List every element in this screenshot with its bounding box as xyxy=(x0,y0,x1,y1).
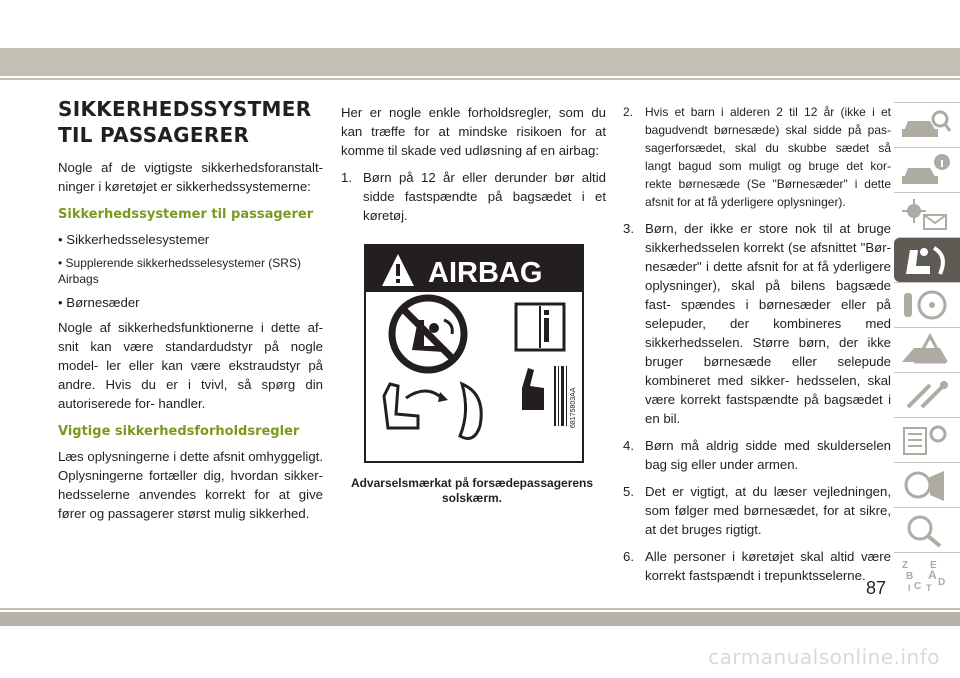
item-text: Børn må aldrig sidde med skulderselen bag sig eller under armen. xyxy=(645,438,891,472)
header-rule xyxy=(0,78,960,80)
specs-gear-icon xyxy=(900,422,952,458)
item-number: 5. xyxy=(623,484,634,499)
chapter-tabs xyxy=(894,102,960,597)
item-text: Børn på 12 år eller derunder bør altid sidde fastspændte på bagsædet i et køretøj. xyxy=(363,170,606,223)
precaution-list-continued xyxy=(623,103,891,585)
tab-safety[interactable] xyxy=(894,237,960,282)
item-text: Børn, der ikke er store nok til at bruge sikkerhedsselen korrekt (se afsnittet "Bør- nesæder" i dette afsnit for at få yderligere oplysninger), skal på bilens bagsæde fast- spændes i børnesæder eller på selepuder, der kombineres med sikkerhedsselen. Større børn, der ikke bruger børnesæde eller selepude kombineret med sikker- hedsselen, skal være korrekt fastspændte på bagsædet i en bil. xyxy=(645,221,891,426)
list-item xyxy=(623,482,891,539)
svg-text:C: C xyxy=(914,581,922,592)
intro-paragraph: Her er nogle enkle forholdsregler, som du kan træffe for at mindske risikoen for at komme til skade ved udløsning af en airbag: xyxy=(341,105,606,158)
tab-car-overview[interactable] xyxy=(894,102,960,147)
tab-warning-lights[interactable] xyxy=(894,192,960,237)
watermark-text: carmanualsonline.info xyxy=(708,645,940,669)
precautions-paragraph: Læs oplysningerne i dette afsnit omhyggeligt. Oplysningerne fortæller dig, hvordan sikker- hedsselerne anvendes korrekt for at give fører og passagerer størst mulig sikkerhed. xyxy=(58,449,323,521)
car-search-icon xyxy=(900,107,952,143)
item-number: 6. xyxy=(623,549,634,564)
list-item xyxy=(623,547,891,585)
column-3 xyxy=(623,103,891,593)
svg-text:A: A xyxy=(928,568,937,582)
item-text: Alle personer i køretøjet skal altid være korrekt fastspændt i trepunktsselerne. xyxy=(645,549,891,583)
top-band xyxy=(0,0,960,48)
roadside-warning-icon xyxy=(900,332,952,368)
item-text: Det er vigtigt, at du læser vejledningen, som følger med børnesædet, for at sikre, at det bruges rigtigt. xyxy=(645,484,891,537)
label-airbag-word: AIRBAG xyxy=(428,257,543,289)
svg-text:D: D xyxy=(938,577,946,588)
tab-specifications[interactable] xyxy=(894,417,960,462)
section-title: SIKKERHEDSSYSTMER TIL PASSAGERER xyxy=(58,97,312,147)
header-bar xyxy=(0,48,960,76)
list-item xyxy=(623,436,891,474)
item-number: 3. xyxy=(623,221,634,236)
maintenance-tools-icon xyxy=(900,377,952,413)
search-index-icon xyxy=(900,512,952,548)
seat-safety-icon xyxy=(900,242,952,278)
svg-text:I: I xyxy=(908,583,911,593)
barcode-number: 68175803AA xyxy=(570,387,577,428)
tab-index[interactable] xyxy=(894,552,960,597)
figure-caption: Advarselsmærkat på forsædepassagerens solskærm. xyxy=(350,476,594,505)
item-number: 1. xyxy=(341,170,352,185)
multimedia-icon xyxy=(900,467,952,503)
svg-text:Z: Z xyxy=(902,560,909,571)
subheading-precautions: Vigtige sikkerhedsforholdsregler xyxy=(58,424,300,439)
svg-text:E: E xyxy=(930,560,937,571)
item-text: Hvis et barn i alderen 2 til 12 år (ikke i et bagudvendt børnesæde) skal sidde på pas- sagerforsædet, skal du skubbe sædet så langt bagud som muligt og bruge det kor- rekte børnesæde (Se "Børnesæder" i dette afsnit for at få yderligere oplysninger). xyxy=(645,105,891,209)
list-item: • Børnesæder xyxy=(58,295,140,310)
svg-text:T: T xyxy=(926,583,932,593)
tab-customer-assistance[interactable] xyxy=(894,507,960,552)
page-number: 87 xyxy=(866,578,887,598)
list-item: • Supplerende sikkerhedsselesystemer (SRS) Airbags xyxy=(58,256,301,286)
list-item xyxy=(623,219,891,428)
steering-wheel-icon xyxy=(900,287,952,323)
list-item xyxy=(623,103,891,211)
tab-service[interactable] xyxy=(894,372,960,417)
list-item: • Sikkerhedsselesystemer xyxy=(58,232,210,247)
precaution-list xyxy=(341,168,606,225)
tab-starting-driving[interactable] xyxy=(894,282,960,327)
column-2 xyxy=(341,103,606,233)
svg-text:B: B xyxy=(906,571,914,582)
airbag-label-illustration xyxy=(366,246,582,461)
intro-paragraph: Nogle af de vigtigste sikkerhedsforanstalt- ninger i køretøjet er sikkerhedssystemerne: xyxy=(58,160,323,194)
footer-rule xyxy=(0,608,960,610)
item-number: 2. xyxy=(623,105,634,119)
warning-lights-icon xyxy=(900,197,952,233)
features-paragraph: Nogle af sikkerhedsfunktionerne i dette af- snit kan være standardudstyr på nogle model- ler eller kan være ekstraudstyr på andre. Hvis du er i tvivl, så spørg din autoriserede for- handler. xyxy=(58,320,323,411)
subheading-passenger-systems: Sikkerhedssystemer til passagerer xyxy=(58,207,314,222)
tab-car-info[interactable] xyxy=(894,147,960,192)
footer-bar xyxy=(0,612,960,626)
tab-emergency[interactable] xyxy=(894,327,960,372)
airbag-warning-label xyxy=(364,244,584,463)
item-number: 4. xyxy=(623,438,634,453)
car-info-icon xyxy=(900,152,952,188)
systems-list xyxy=(58,230,323,312)
list-item xyxy=(341,168,606,225)
tab-multimedia[interactable] xyxy=(894,462,960,507)
alphabet-index-icon xyxy=(900,557,952,593)
column-1 xyxy=(58,96,323,531)
